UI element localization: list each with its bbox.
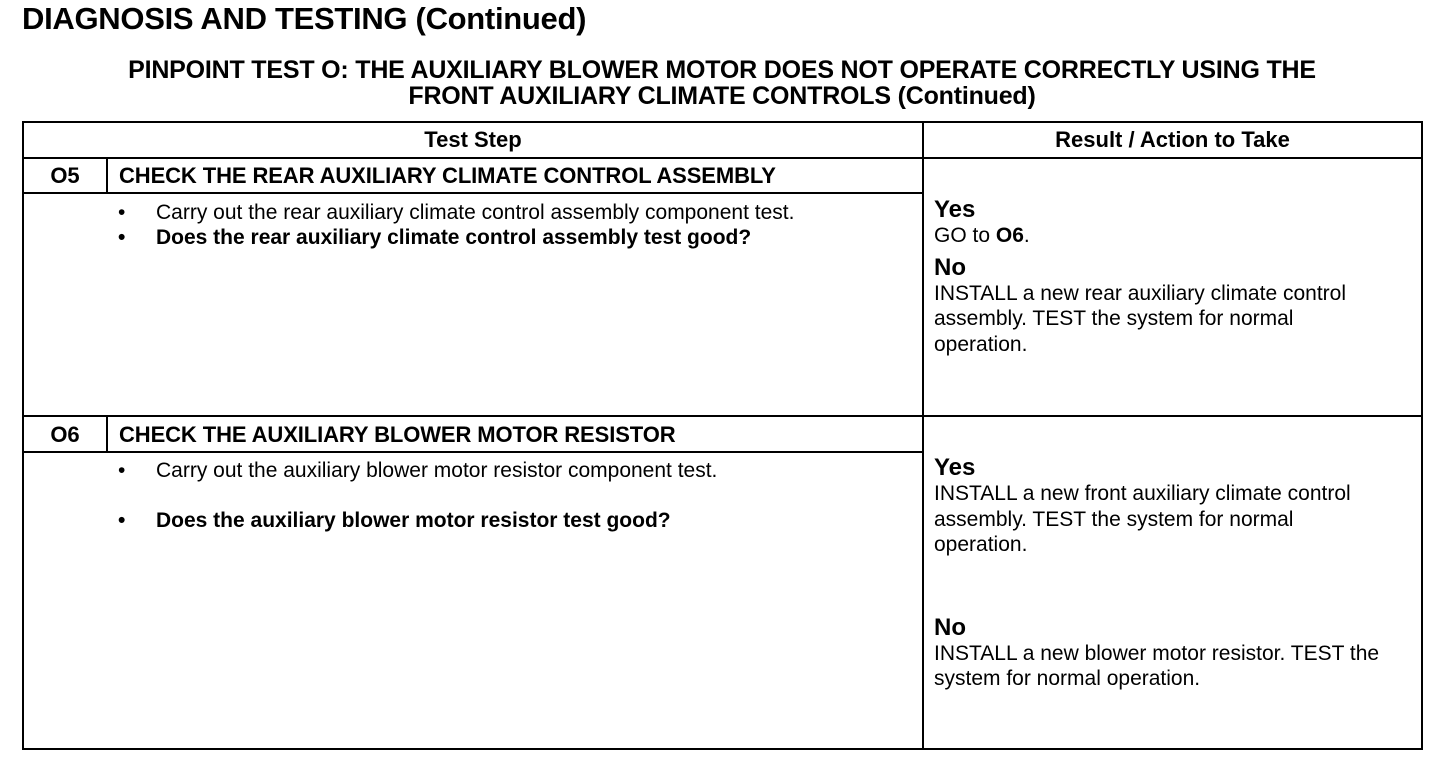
step-o5-results — [934, 197, 1404, 357]
step-o5-yes-text: GO to O6. — [934, 224, 1030, 247]
step-o5-no-text: INSTALL a new rear auxiliary climate control assembly. TEST the system for normal operation. — [934, 281, 1346, 356]
step-o6-results — [934, 455, 1404, 692]
step-o5-instructions — [112, 200, 832, 250]
pinpoint-test-table — [22, 121, 1423, 750]
step-o6-bullet-question: • Does the auxiliary blower motor resistor test good? — [118, 509, 671, 532]
step-o6-no-label: No — [934, 613, 966, 641]
step-o5-title: CHECK THE REAR AUXILIARY CLIMATE CONTROL ASSEMBLY — [119, 163, 776, 188]
step-o6-title: CHECK THE AUXILIARY BLOWER MOTOR RESISTOR — [119, 422, 676, 447]
step-o6-bullet-action: • Carry out the auxiliary blower motor resistor component test. — [118, 459, 718, 482]
step-o6-id-divider — [106, 415, 108, 451]
pinpoint-test-title-line1: PINPOINT TEST O: THE AUXILIARY BLOWER MOTOR DOES NOT OPERATE CORRECTLY USING THE — [128, 56, 1316, 84]
step-o6-no-text: INSTALL a new blower motor resistor. TEST the system for normal operation. — [934, 641, 1380, 690]
step-o5-id: O5 — [50, 163, 80, 188]
step-o5-bullet-action: • Carry out the rear auxiliary climate control assembly component test. — [118, 201, 795, 224]
column-divider — [922, 123, 924, 748]
step-o6-yes-label: Yes — [934, 454, 976, 481]
pinpoint-test-title-line2: FRONT AUXILIARY CLIMATE CONTROLS (Continued) — [408, 82, 1036, 110]
step-o6-instructions — [112, 458, 912, 533]
step-o5-id-divider — [106, 157, 108, 192]
step-o5-bullet-question: • Does the rear auxiliary climate control assembly test good? — [118, 226, 752, 249]
pinpoint-test-title — [22, 57, 1422, 109]
step-o6-yes-text: INSTALL a new front auxiliary climate control assembly. TEST the system for normal operation. — [934, 482, 1351, 556]
step-o5-yes-label: Yes — [934, 196, 976, 223]
page-title: DIAGNOSIS AND TESTING (Continued) — [22, 1, 587, 36]
step-o6-id: O6 — [50, 422, 80, 447]
header-test-step: Test Step — [424, 127, 522, 152]
step-o5-no-label: No — [934, 253, 966, 281]
header-result-action: Result / Action to Take — [1055, 127, 1290, 152]
